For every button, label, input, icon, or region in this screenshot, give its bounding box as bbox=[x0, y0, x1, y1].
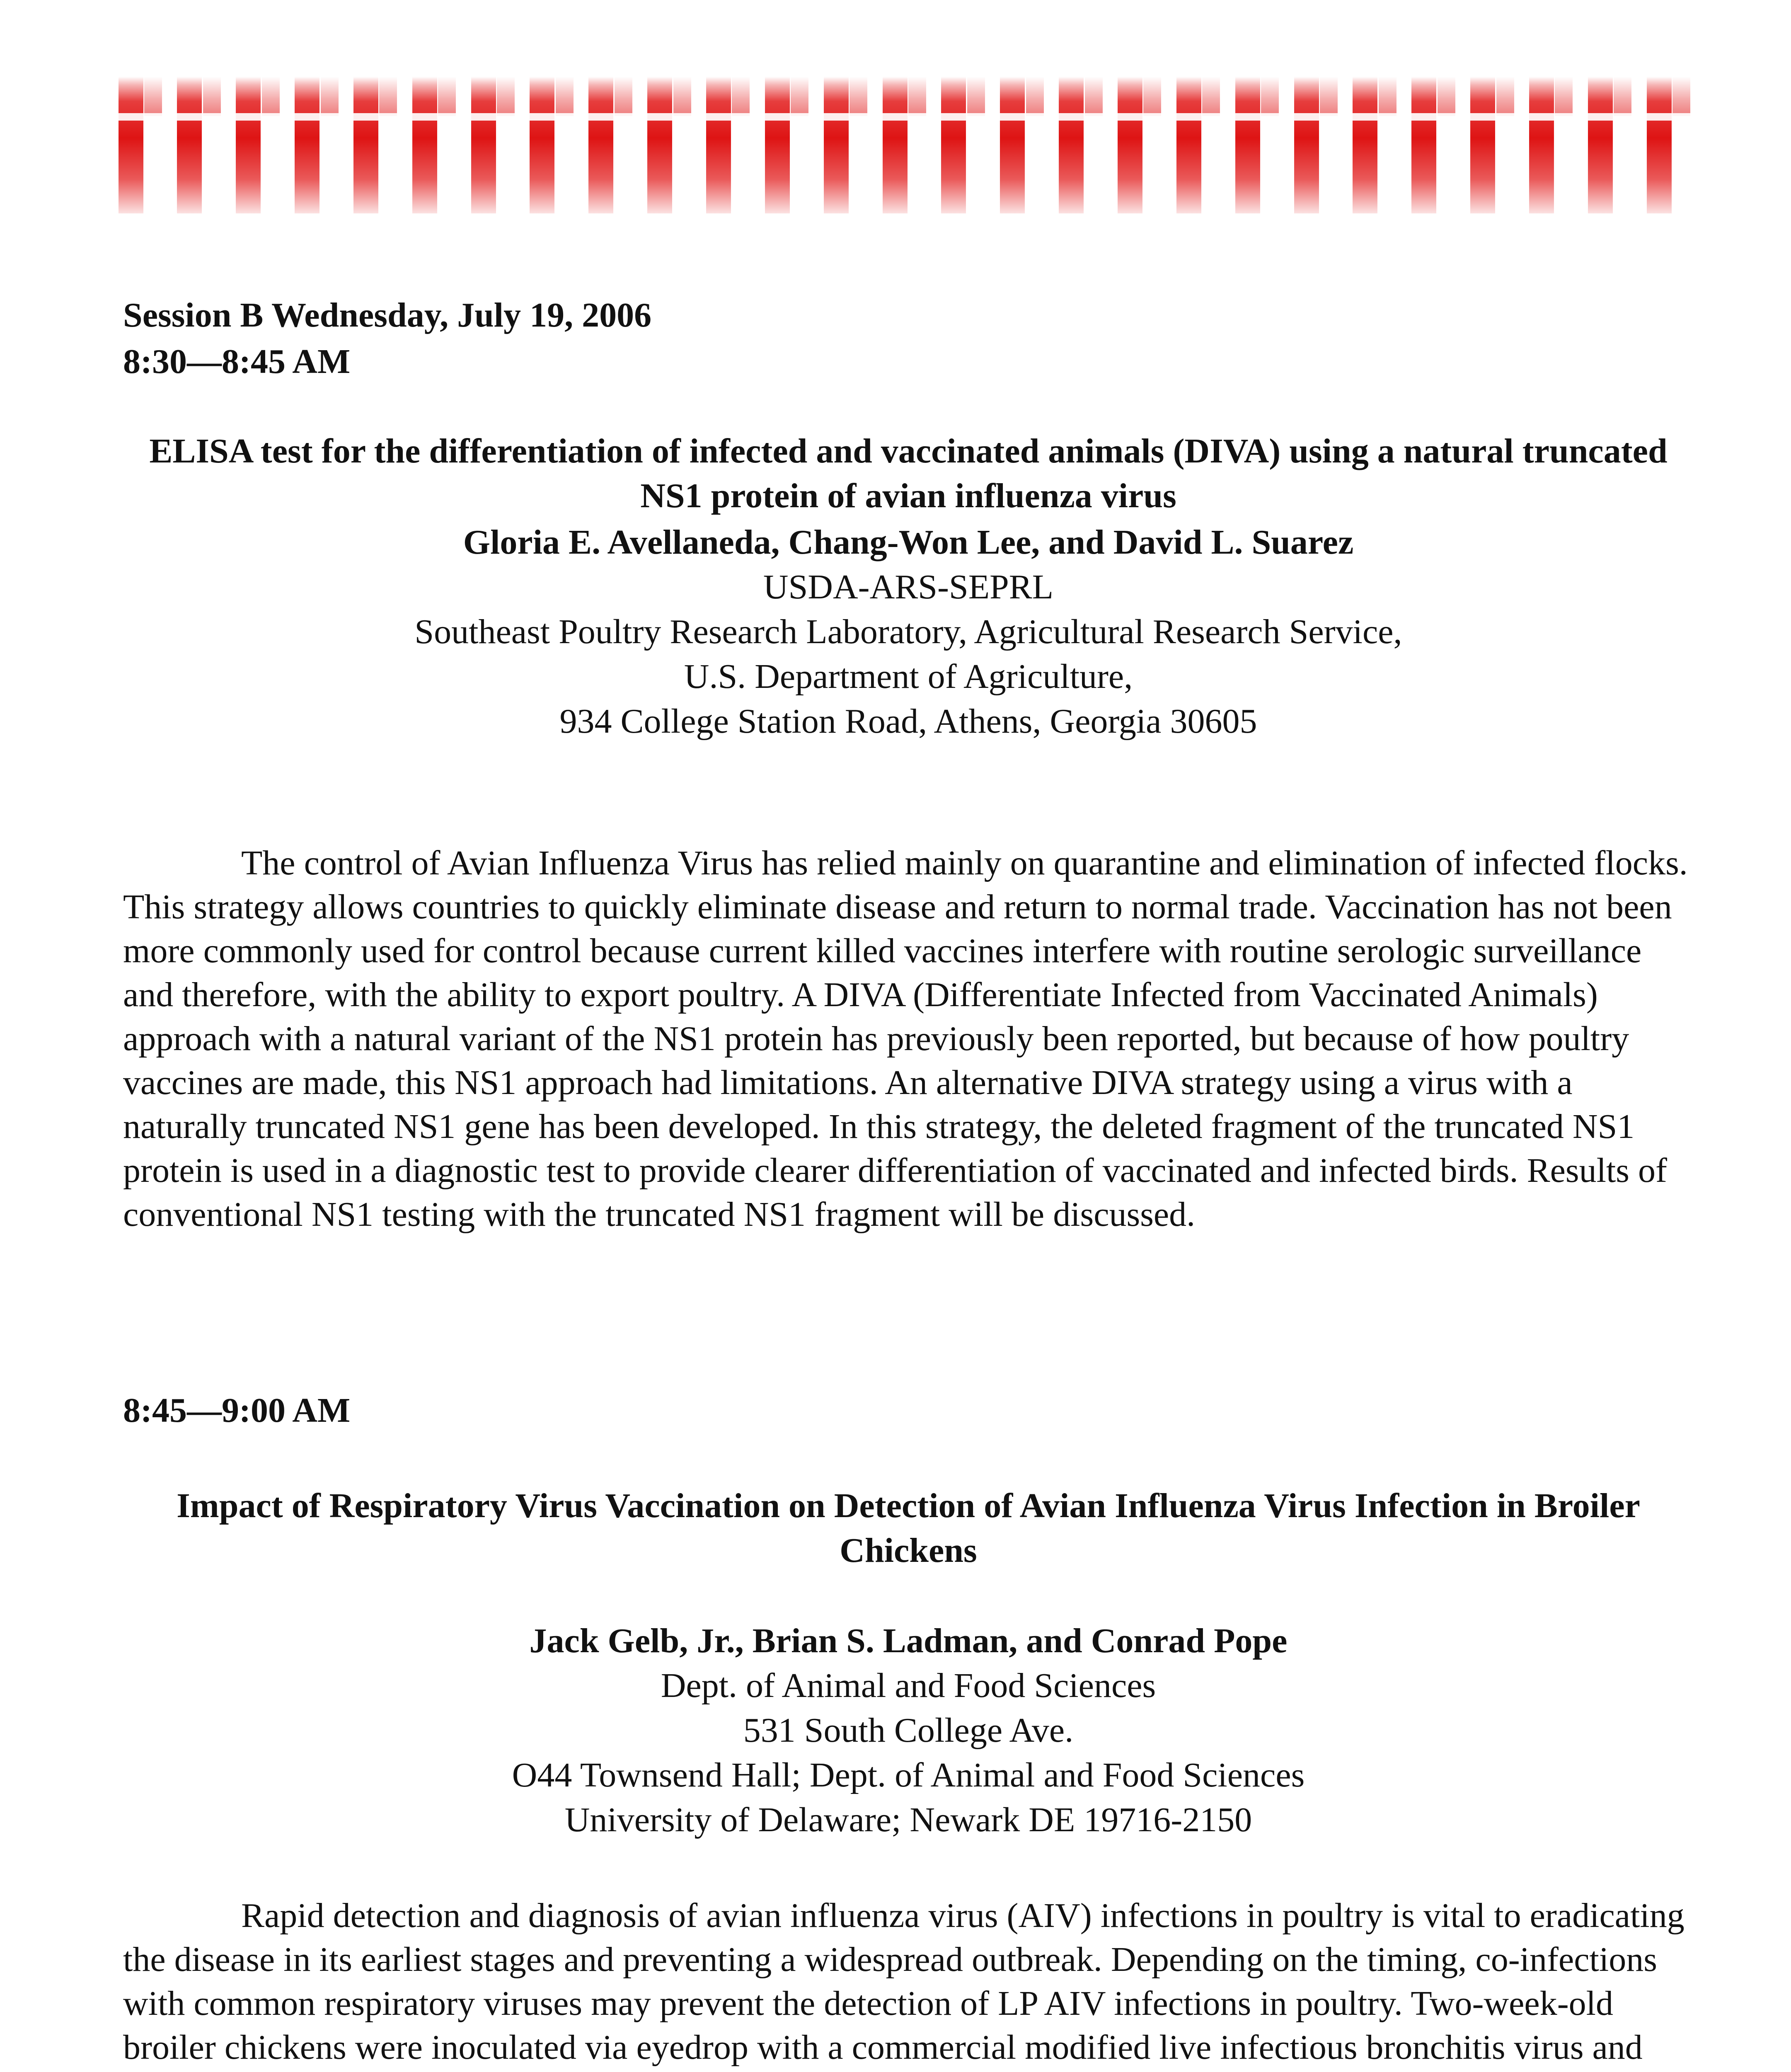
banner-stripe bbox=[236, 77, 261, 213]
talk-1-title: ELISA test for the differentiation of infected and vaccinated animals (DIVA) using a natural truncated NS1 protein of avian influenza virus bbox=[149, 432, 1668, 515]
banner-stripe-upper bbox=[1555, 77, 1573, 116]
banner-divider-line bbox=[108, 113, 1695, 121]
banner-stripe bbox=[1294, 77, 1319, 213]
banner-stripe bbox=[824, 77, 849, 213]
banner-stripe-upper bbox=[732, 77, 750, 116]
banner-stripe-upper bbox=[850, 77, 867, 116]
banner-stripe-upper bbox=[438, 77, 456, 116]
banner-stripe bbox=[353, 77, 378, 213]
banner-stripe-upper bbox=[967, 77, 985, 116]
banner-stripe-upper bbox=[1672, 77, 1690, 116]
banner-stripe-upper bbox=[1320, 77, 1338, 116]
talk-2-title: Impact of Respiratory Virus Vaccination on Detection of Avian Influenza Virus Infection in Broiler Chickens bbox=[177, 1486, 1640, 1570]
banner-stripe bbox=[1176, 77, 1201, 213]
banner-stripe-upper bbox=[144, 77, 162, 116]
banner-stripe-upper bbox=[1202, 77, 1220, 116]
talk-1-affiliation-line: Southeast Poultry Research Laboratory, Agricultural Research Service, bbox=[414, 612, 1402, 651]
banner-stripe bbox=[1529, 77, 1554, 213]
banner-stripe bbox=[1059, 77, 1084, 213]
session-date-line: Session B Wednesday, July 19, 2006 bbox=[123, 296, 652, 334]
talk-1-affiliation-line: 934 College Station Road, Athens, Georgia 30605 bbox=[559, 702, 1257, 741]
banner-stripe bbox=[119, 77, 143, 213]
talk-2-affiliation-line: O44 Townsend Hall; Dept. of Animal and Food Sciences bbox=[512, 1756, 1305, 1794]
banner-stripe bbox=[1588, 77, 1613, 213]
banner-stripe bbox=[883, 77, 908, 213]
banner-stripe-upper bbox=[1261, 77, 1279, 116]
session-time-line: 8:30—8:45 AM bbox=[123, 342, 351, 381]
banner-stripe-upper bbox=[615, 77, 632, 116]
talk-2-affiliation-line: University of Delaware; Newark DE 19716-2150 bbox=[564, 1801, 1252, 1839]
banner-stripe bbox=[1235, 77, 1260, 213]
talk-1 bbox=[123, 429, 1694, 744]
banner-stripe bbox=[588, 77, 613, 213]
banner-stripe bbox=[647, 77, 672, 213]
banner-stripe bbox=[1353, 77, 1377, 213]
banner-stripe bbox=[1647, 77, 1672, 213]
banner-stripe-upper bbox=[791, 77, 808, 116]
talk-1-abstract: The control of Avian Influenza Virus has relied mainly on quarantine and elimination of infected flocks. This strategy allows countries to quickly eliminate disease and return to normal trade. Vaccination has not been more commonly used for control because current killed vaccines interfere with routine serologic surveillance and therefore, with the ability to export poultry. A DIVA (Differentiate Infected from Vaccinated Animals) approach with a natural variant of the NS1 protein has previously been reported, but because of how poultry vaccines are made, this NS1 approach had limitations. An alternative DIVA strategy using a virus with a naturally truncated NS1 gene has been developed. In this strategy, the deleted fragment of the truncated NS1 protein is used in a diagnostic test to provide clearer differentiation of vaccinated and infected birds. Results of conventional NS1 testing with the truncated NS1 fragment will be discussed. bbox=[123, 844, 1688, 1234]
banner-stripe-upper bbox=[497, 77, 515, 116]
banner-stripe-upper bbox=[556, 77, 574, 116]
talk-2-authors: Jack Gelb, Jr., Brian S. Ladman, and Conrad Pope bbox=[529, 1622, 1288, 1660]
banner-stripe bbox=[471, 77, 496, 213]
banner-stripe bbox=[530, 77, 554, 213]
banner-stripe-upper bbox=[1026, 77, 1044, 116]
banner-stripe bbox=[295, 77, 319, 213]
banner-stripe bbox=[177, 77, 202, 213]
banner-stripe-upper bbox=[1379, 77, 1396, 116]
talk-2-abstract: Rapid detection and diagnosis of avian influenza virus (AIV) infections in poultry is vital to eradicating the disease in its earliest stages and preventing a widespread outbreak. Depending on the timing, co-infections with common respiratory viruses may prevent the detection of LP AIV infections in poultry. Two-week-old broiler chickens were inoculated via eyedrop with a commercial modified live infectious bronchitis virus and bbox=[123, 1896, 1685, 2067]
talk-2 bbox=[123, 1484, 1694, 1842]
banner-stripe-upper bbox=[1085, 77, 1103, 116]
banner-stripe-upper bbox=[1614, 77, 1631, 116]
banner-stripe-upper bbox=[379, 77, 397, 116]
banner-stripe-upper bbox=[908, 77, 926, 116]
banner-stripe-upper bbox=[1143, 77, 1161, 116]
talk-2-affiliation-line: 531 South College Ave. bbox=[743, 1711, 1074, 1750]
banner-stripe-upper bbox=[1438, 77, 1455, 116]
banner-stripe-upper bbox=[203, 77, 221, 116]
banner-stripe bbox=[1470, 77, 1495, 213]
banner-stripe bbox=[706, 77, 731, 213]
banner-stripe-upper bbox=[673, 77, 691, 116]
banner-stripe bbox=[412, 77, 437, 213]
banner-stripe bbox=[765, 77, 790, 213]
decorative-striped-banner bbox=[108, 77, 1695, 213]
talk-1-authors: Gloria E. Avellaneda, Chang-Won Lee, and David L. Suarez bbox=[463, 523, 1354, 562]
banner-stripe bbox=[1118, 77, 1142, 213]
talk-1-abstract-block bbox=[123, 841, 1694, 1237]
banner-stripe bbox=[1411, 77, 1436, 213]
banner-stripe-upper bbox=[321, 77, 339, 116]
banner-stripe bbox=[1000, 77, 1025, 213]
talk-2-time: 8:45—9:00 AM bbox=[123, 1391, 351, 1430]
session-header bbox=[123, 292, 651, 385]
banner-stripe-upper bbox=[1496, 77, 1514, 116]
talk-2-abstract-block bbox=[123, 1894, 1694, 2072]
talk-1-affiliation-line: U.S. Department of Agriculture, bbox=[684, 657, 1133, 696]
talk-2-affiliation-line: Dept. of Animal and Food Sciences bbox=[661, 1666, 1156, 1705]
banner-stripe bbox=[941, 77, 966, 213]
talk-1-affiliation-line: USDA-ARS-SEPRL bbox=[763, 568, 1054, 606]
banner-stripe-upper bbox=[262, 77, 280, 116]
